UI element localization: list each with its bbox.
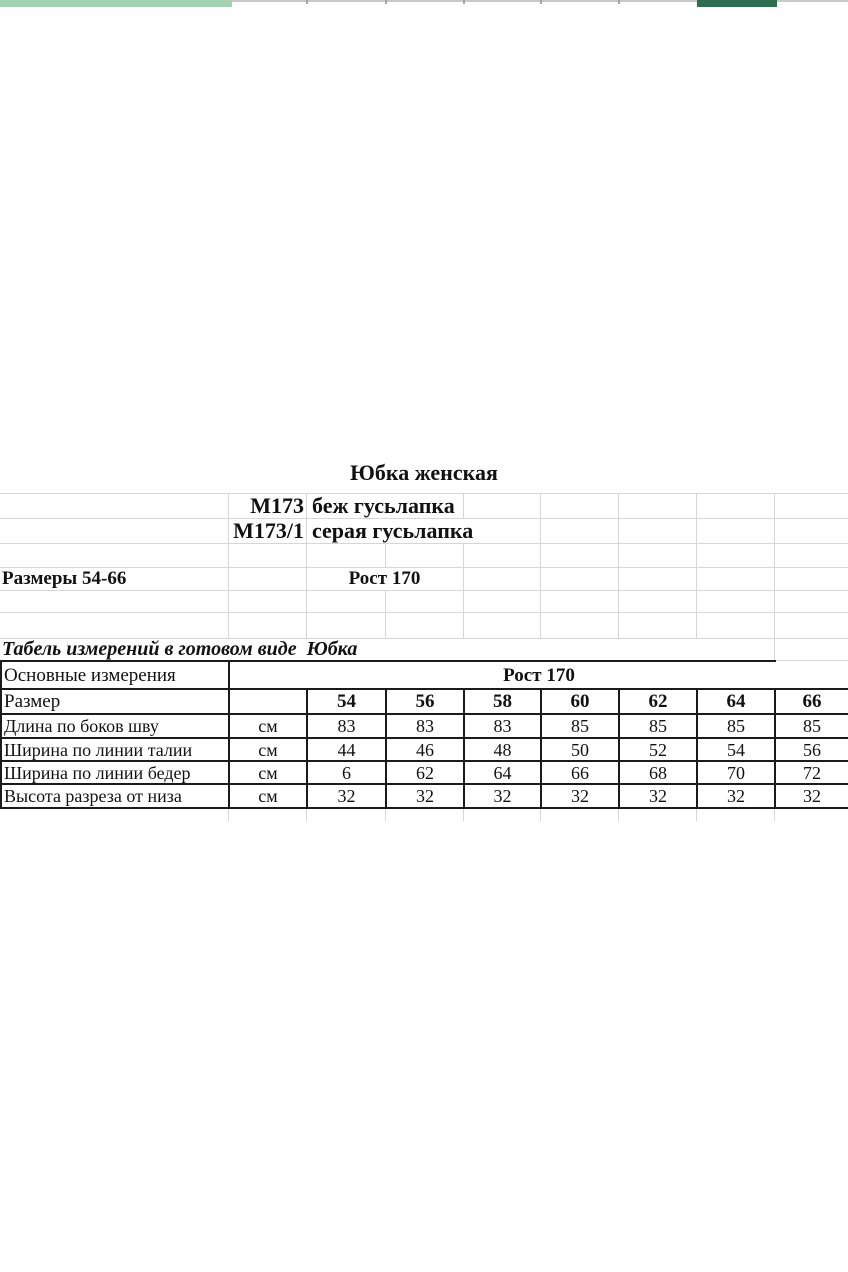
band-tick xyxy=(306,0,308,4)
gridline xyxy=(0,543,848,544)
band-tick xyxy=(463,0,465,4)
unit-cell: см xyxy=(258,739,278,760)
value-cell: 64 xyxy=(493,762,512,783)
table-border xyxy=(0,660,2,809)
value-cell: 68 xyxy=(649,762,667,783)
row-label: Высота разреза от низа xyxy=(4,786,182,806)
value-cell: 54 xyxy=(727,739,745,760)
gridline xyxy=(385,543,386,567)
gridline xyxy=(463,543,464,638)
height-label: Рост 170 xyxy=(348,568,421,589)
value-cell: 83 xyxy=(416,716,434,736)
size-header: 56 xyxy=(415,691,435,712)
value-cell: 32 xyxy=(649,786,667,806)
model2-code-cell: М173/1 xyxy=(233,517,304,543)
value-cell: 32 xyxy=(571,786,589,806)
size-header: 54 xyxy=(337,691,356,712)
value-cell: 32 xyxy=(493,786,512,806)
gridline xyxy=(306,809,307,821)
main-title: Юбка женская xyxy=(350,459,498,485)
unit-cell: см xyxy=(258,786,278,806)
value-cell: 83 xyxy=(337,716,356,736)
row-label: Ширина по линии бедер xyxy=(4,762,191,783)
sizes-range-label: Размеры 54-66 xyxy=(2,568,127,589)
size-header: 58 xyxy=(493,691,512,712)
value-cell: 48 xyxy=(493,739,512,760)
value-cell: 70 xyxy=(727,762,745,783)
value-cell: 62 xyxy=(416,762,434,783)
value-cell: 85 xyxy=(571,716,589,736)
size-row-label: Размер xyxy=(4,691,61,712)
size-header: 60 xyxy=(570,691,590,712)
gridline xyxy=(696,809,697,821)
value-cell: 52 xyxy=(649,739,667,760)
gridline xyxy=(540,809,541,821)
value-cell: 50 xyxy=(571,739,589,760)
height-header-cell: Рост 170 xyxy=(503,664,575,686)
band-light-green-cell xyxy=(0,0,232,7)
value-cell: 72 xyxy=(803,762,821,783)
gridline xyxy=(463,809,464,821)
model1-code-cell: М173 xyxy=(250,492,304,518)
size-header: 66 xyxy=(802,691,822,712)
main-measurements-header: Основные измерения xyxy=(4,664,176,686)
value-cell: 85 xyxy=(649,716,667,736)
value-cell: 32 xyxy=(416,786,434,806)
band-tick xyxy=(540,0,542,4)
row-label: Ширина по линии талии xyxy=(4,739,193,760)
gridline xyxy=(774,660,848,661)
gridline xyxy=(0,590,848,591)
value-cell: 46 xyxy=(416,739,434,760)
gridline xyxy=(385,590,386,638)
value-cell: 6 xyxy=(342,762,351,783)
band-dark-green-cell xyxy=(697,0,777,7)
gridline xyxy=(0,612,848,613)
model2-desc-cell: серая гусьлапка xyxy=(312,517,474,543)
gridline xyxy=(696,493,697,638)
unit-cell: см xyxy=(258,716,278,736)
value-cell: 83 xyxy=(493,716,512,736)
table-border xyxy=(0,807,848,809)
band-tick xyxy=(385,0,387,4)
gridline xyxy=(618,809,619,821)
value-cell: 32 xyxy=(803,786,821,806)
row-label: Длина по боков шву xyxy=(4,716,159,736)
unit-cell: см xyxy=(258,762,278,783)
size-header: 62 xyxy=(648,691,668,712)
value-cell: 32 xyxy=(727,786,745,806)
value-cell: 56 xyxy=(803,739,821,760)
band-tick xyxy=(618,0,620,4)
value-cell: 32 xyxy=(337,786,356,806)
value-cell: 85 xyxy=(727,716,745,736)
gridline xyxy=(774,493,775,660)
model1-desc-cell: беж гусьлапка xyxy=(312,492,455,518)
size-header: 64 xyxy=(726,691,746,712)
gridline xyxy=(774,809,775,821)
gridline xyxy=(306,493,307,638)
table-caption: Табель измерений в готовом виде Юбка xyxy=(2,637,358,660)
value-cell: 85 xyxy=(803,716,821,736)
value-cell: 44 xyxy=(337,739,356,760)
gridline xyxy=(385,809,386,821)
gridline xyxy=(228,809,229,821)
value-cell: 66 xyxy=(571,762,589,783)
